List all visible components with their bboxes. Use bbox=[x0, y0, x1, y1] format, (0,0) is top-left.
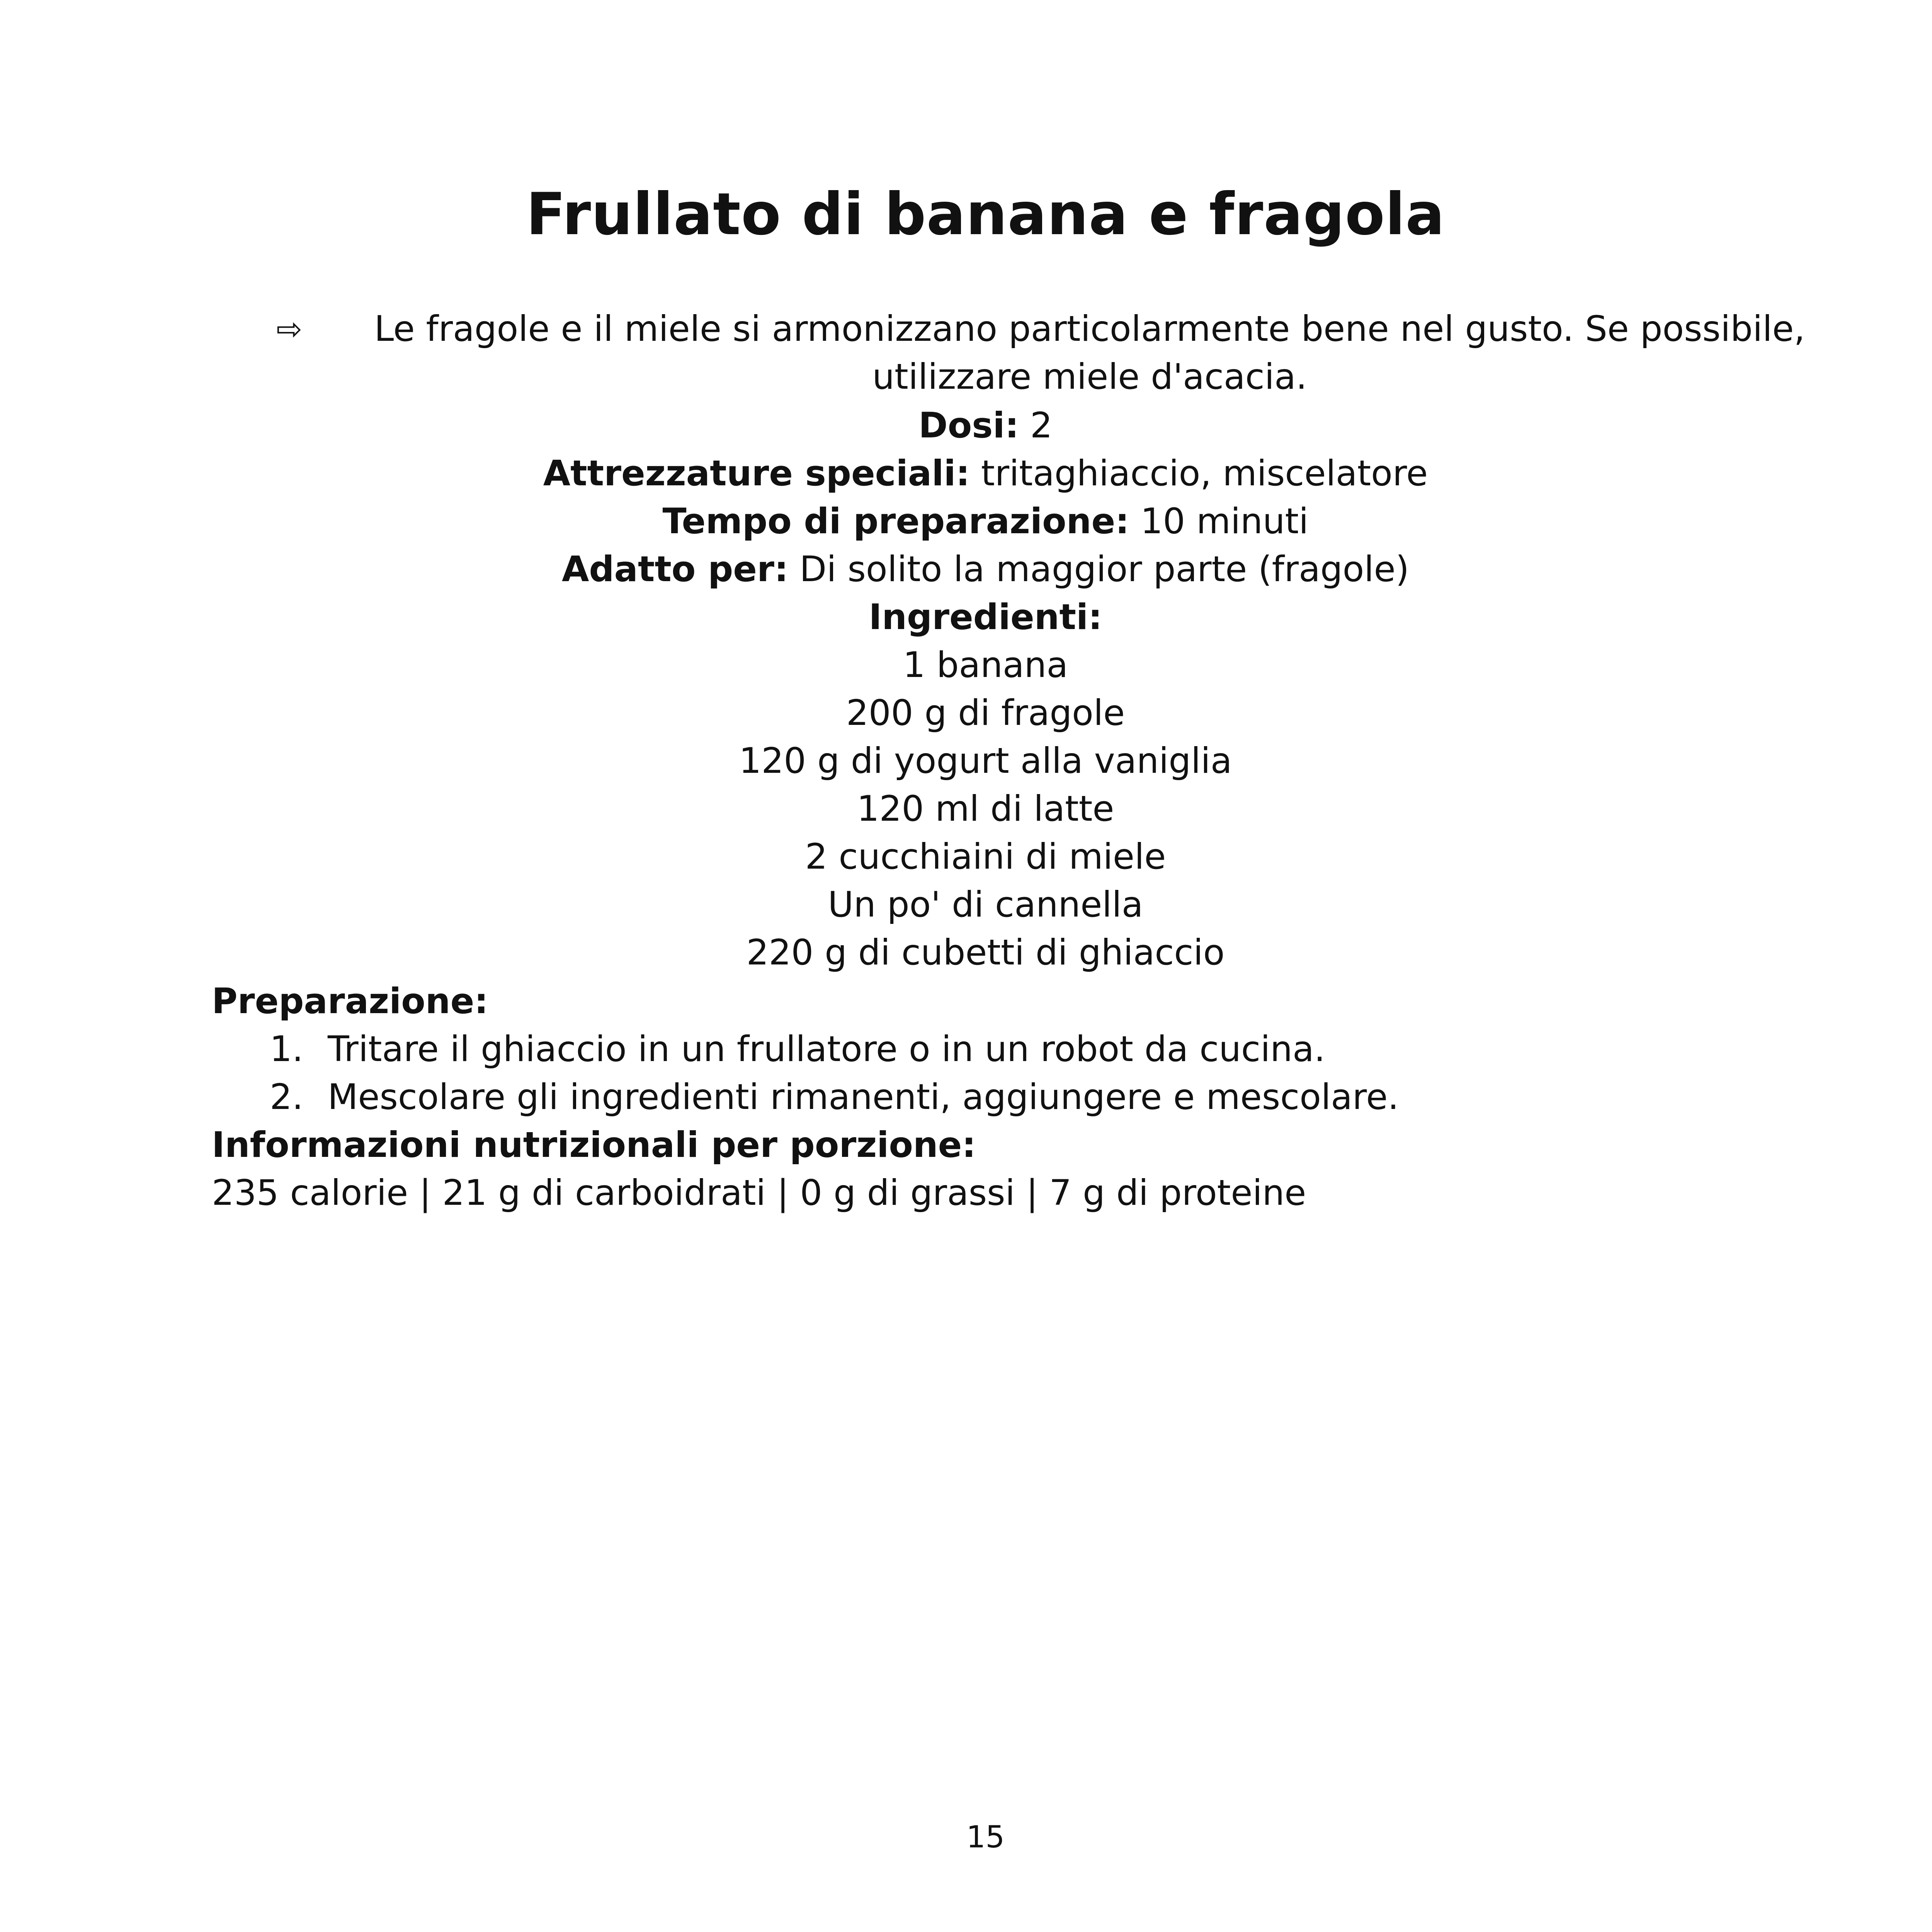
nutrition-heading: Informazioni nutrizionali per porzione: bbox=[212, 1125, 976, 1165]
suitable-label: Adatto per: bbox=[561, 549, 789, 590]
tip-text: Le fragole e il miele si armonizzano particolarmente bene nel gusto. Se possibile, utilizzare miele d'acacia. bbox=[374, 309, 1805, 397]
ingredient-item: 120 g di yogurt alla vaniglia bbox=[739, 741, 1232, 781]
step-text: Mescolare gli ingredienti rimanenti, aggiungere e mescolare. bbox=[328, 1077, 1399, 1117]
servings-label: Dosi: bbox=[918, 405, 1019, 446]
ingredient-item: 2 cucchiaini di miele bbox=[805, 837, 1166, 877]
nutrition-text: 235 calorie | 21 g di carboidrati | 0 g di grassi | 7 g di proteine bbox=[212, 1173, 1306, 1213]
prep-time-line bbox=[0, 498, 1932, 546]
preparation-heading: Preparazione: bbox=[212, 981, 488, 1022]
step-number: 1. bbox=[270, 1029, 303, 1070]
servings-line bbox=[0, 402, 1932, 450]
suitable-value: Di solito la maggior parte (fragole) bbox=[788, 549, 1410, 590]
recipe-title: Frullato di banana e fragola bbox=[526, 181, 1445, 248]
recipe-tip bbox=[276, 305, 1845, 401]
equipment-line bbox=[0, 450, 1932, 498]
ingredient-item: Un po' di cannella bbox=[828, 884, 1143, 925]
ingredient-item: 220 g di cubetti di ghiaccio bbox=[746, 932, 1225, 973]
equipment-label: Attrezzature speciali: bbox=[543, 453, 970, 494]
suitable-line bbox=[0, 546, 1932, 594]
equipment-value: tritaghiaccio, miscelatore bbox=[969, 453, 1428, 494]
page-number: 15 bbox=[966, 1820, 1005, 1855]
prep-time-value: 10 minuti bbox=[1129, 501, 1309, 542]
ingredient-item: 200 g di fragole bbox=[846, 693, 1125, 733]
preparation-steps bbox=[212, 1026, 1835, 1121]
recipe-instructions bbox=[212, 978, 1835, 1217]
preparation-step bbox=[212, 1026, 1835, 1073]
arrow-right-outline-icon: ⇨ bbox=[276, 311, 303, 347]
preparation-step bbox=[212, 1073, 1835, 1121]
ingredient-item: 120 ml di latte bbox=[857, 789, 1114, 829]
servings-value: 2 bbox=[1019, 405, 1053, 446]
ingredient-item: 1 banana bbox=[903, 645, 1068, 685]
step-number: 2. bbox=[270, 1077, 303, 1117]
prep-time-label: Tempo di preparazione: bbox=[662, 501, 1129, 542]
recipe-info bbox=[0, 402, 1932, 977]
ingredients-heading: Ingredienti: bbox=[869, 597, 1102, 638]
step-text: Tritare il ghiaccio in un frullatore o in un robot da cucina. bbox=[328, 1029, 1325, 1070]
